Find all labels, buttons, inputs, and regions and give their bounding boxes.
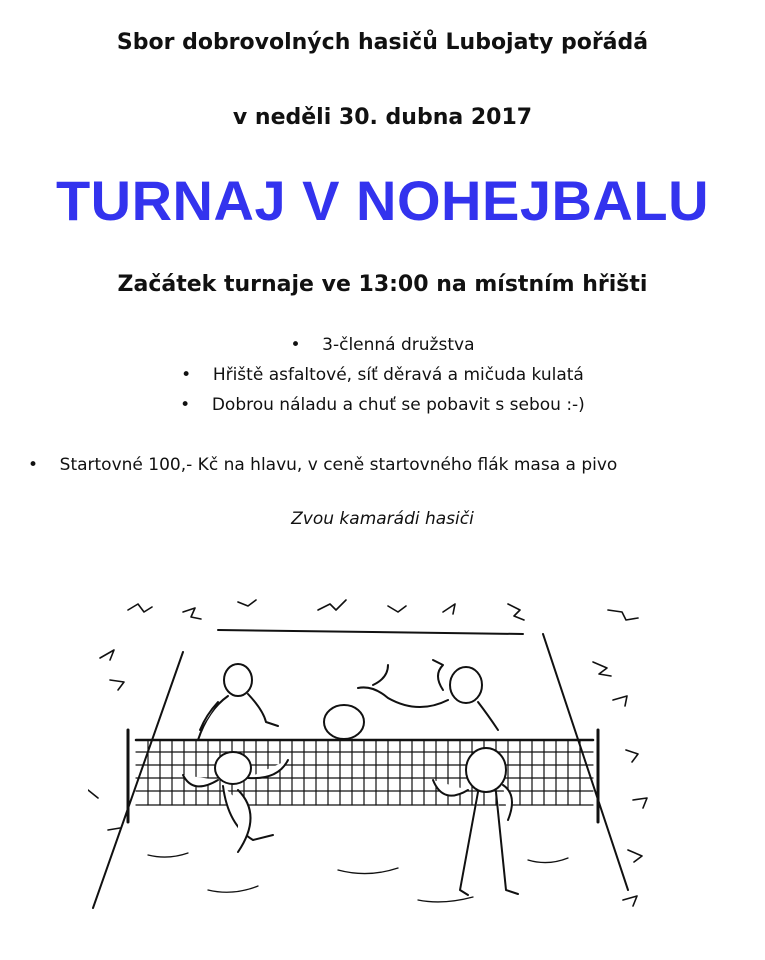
bullet-dot: • — [290, 335, 301, 355]
bullet-text: 3-členná družstva — [322, 335, 475, 355]
start-time-line: Začátek turnaje ve 13:00 na místním hřišti — [117, 272, 648, 297]
invitation-line: Zvou kamarádi hasiči — [291, 509, 474, 529]
footvolley-players-icon — [88, 590, 678, 960]
bullet-dot: • — [180, 395, 191, 415]
info-bullet-list — [0, 330, 765, 420]
bullet-dot: • — [28, 455, 39, 475]
event-date: v neděli 30. dubna 2017 — [232, 105, 533, 130]
list-item — [0, 390, 765, 420]
bullet-dot: • — [181, 365, 192, 385]
fee-bullet — [28, 450, 617, 480]
fee-text: Startovné 100,- Kč na hlavu, v ceně startovného flák masa a pivo — [59, 455, 618, 475]
list-item — [0, 330, 765, 360]
bullet-text: Hřiště asfaltové, síť děravá a mičuda kulatá — [212, 365, 584, 385]
bullet-text: Dobrou náladu a chuť se pobavit s sebou :-) — [211, 395, 585, 415]
list-item — [0, 360, 765, 390]
poster-headline: TURNAJ V NOHEJBALU — [55, 169, 710, 232]
organizer-line: Sbor dobrovolných hasičů Lubojaty pořádá — [116, 30, 649, 55]
